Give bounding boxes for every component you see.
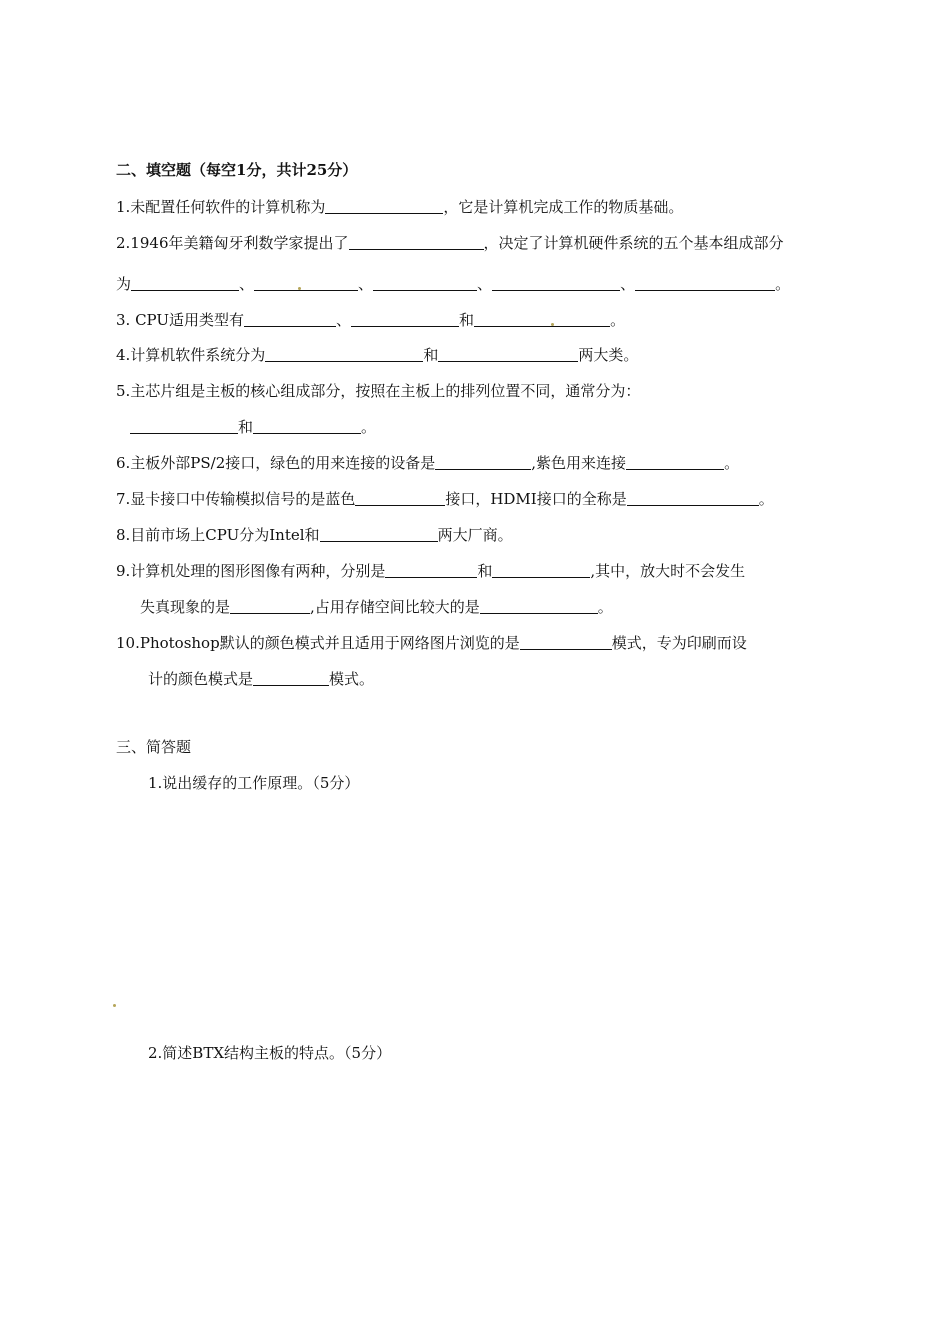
question-9: 9.计算机处理的图形图像有两种，分别是 和 ,其中，放大时不会发生 [116, 562, 746, 580]
short-answer-2: 2.简述BTX结构主板的特点。（5分） [148, 1044, 392, 1062]
section2-heading: 二、填空题（每空1分，共计25分） [116, 161, 358, 179]
answer-blank[interactable] [131, 275, 239, 291]
answer-blank[interactable] [349, 234, 484, 250]
section3-heading: 三、简答题 [116, 738, 192, 756]
answer-blank[interactable] [355, 490, 445, 506]
answer-blank[interactable] [626, 454, 724, 470]
answer-blank[interactable] [435, 454, 531, 470]
question-2-continued: 为 、 、 、 、 。 [116, 275, 791, 293]
question-5-continued: 和 。 [130, 417, 376, 437]
question-10-continued: 计的颜色模式是 模式。 [148, 670, 375, 688]
answer-blank[interactable] [253, 418, 361, 434]
answer-blank[interactable] [492, 562, 590, 578]
answer-blank[interactable] [325, 198, 443, 214]
answer-blank[interactable] [520, 634, 612, 650]
answer-blank[interactable] [244, 311, 336, 327]
answer-blank[interactable] [130, 418, 238, 434]
question-2: 2.1946年美籍匈牙利数学家提出了 ，决定了计算机硬件系统的五个基本组成部分 [116, 234, 784, 252]
scan-speck [113, 1004, 116, 1007]
scan-speck [298, 287, 301, 290]
question-7: 7.显卡接口中传输模拟信号的是蓝色 接口，HDMI接口的全称是 。 [116, 490, 774, 508]
answer-blank[interactable] [351, 311, 459, 327]
answer-blank[interactable] [265, 346, 423, 362]
question-10: 10.Photoshop默认的颜色模式并且适用于网络图片浏览的是 模式，专为印刷而设 [116, 634, 747, 652]
question-5: 5.主芯片组是主板的核心组成部分，按照在主板上的排列位置不同，通常分为： [116, 382, 641, 400]
answer-blank[interactable] [480, 598, 598, 614]
question-8: 8.目前市场上CPU分为Intel和 两大厂商。 [116, 526, 513, 544]
answer-blank[interactable] [438, 346, 578, 362]
answer-blank[interactable] [635, 275, 775, 291]
answer-blank[interactable] [474, 311, 610, 327]
answer-blank[interactable] [627, 490, 759, 506]
answer-blank[interactable] [492, 275, 620, 291]
answer-blank[interactable] [385, 562, 477, 578]
question-6: 6.主板外部PS/2接口，绿色的用来连接的设备是 ,紫色用来连接 。 [116, 454, 740, 472]
question-3: 3. CPU适用类型有 、 和 。 [116, 311, 626, 329]
answer-blank[interactable] [373, 275, 477, 291]
question-1: 1.未配置任何软件的计算机称为 ，它是计算机完成工作的物质基础。 [116, 198, 684, 216]
scan-speck [551, 323, 554, 326]
answer-blank[interactable] [253, 670, 329, 686]
question-9-continued: 失真现象的是 ,占用存储空间比较大的是 。 [140, 598, 613, 616]
answer-blank[interactable] [320, 526, 438, 542]
answer-blank[interactable] [230, 598, 310, 614]
short-answer-1: 1.说出缓存的工作原理。（5分） [148, 774, 360, 792]
answer-blank[interactable] [254, 275, 358, 291]
question-4: 4.计算机软件系统分为 和 两大类。 [116, 346, 639, 364]
